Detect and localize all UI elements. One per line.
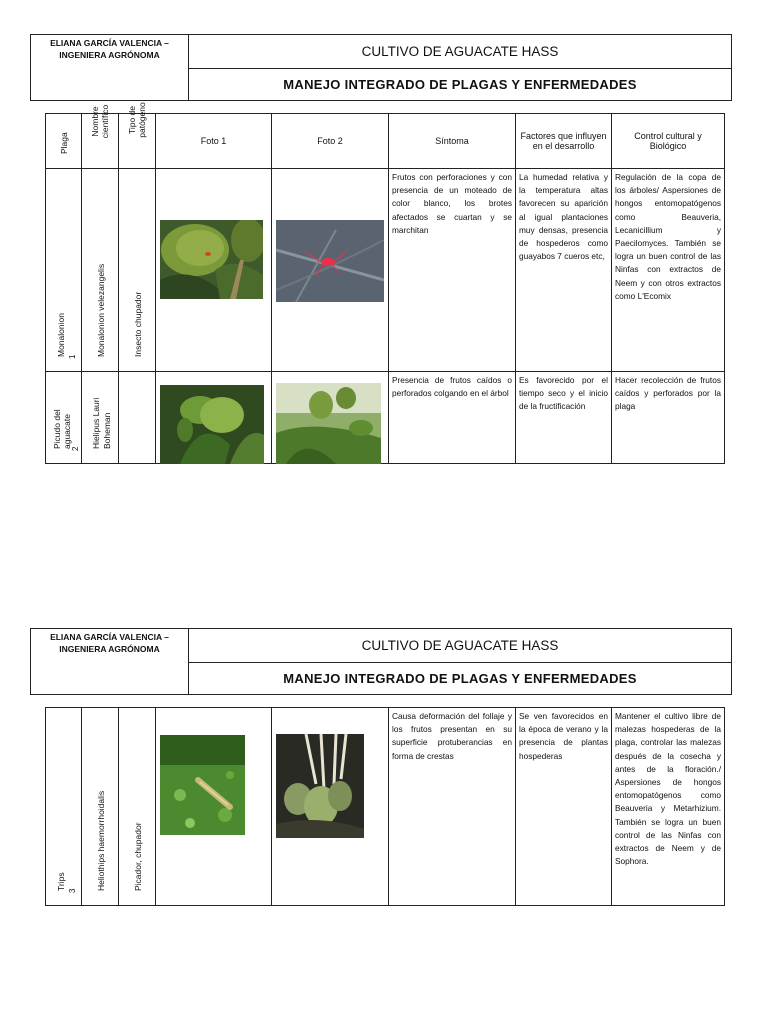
author-label: ELIANA GARCÍA VALENCIA – INGENIERA AGRÓNOMA: [31, 35, 189, 100]
col-header-nombre: Nombre científico: [82, 114, 119, 169]
pest-table-1: [45, 102, 725, 464]
row3-factores: Se ven favorecidos en la época de verano y la presencia de plantas hospederas: [516, 708, 612, 906]
document-header-1: [30, 34, 732, 101]
col-header-tipo: Tipo de patógeno: [119, 114, 156, 169]
row2-control: Hacer recolección de frutos caídos y perforados por la plaga: [612, 372, 725, 464]
section-title: MANEJO INTEGRADO DE PLAGAS Y ENFERMEDADES: [283, 671, 637, 686]
row1-sintoma: Frutos con perforaciones y con presencia de un moteado de color blanco, los brotes afectados se cuartan y se marchitan: [389, 169, 516, 372]
row1-control: Regulación de la copa de los árboles/ Aspersiones de hongos entomopatógenos como Beauveria, Lecanicillium y Paecilomyces. También se logra un buen control de las Ninfas con extractos de Neem y con otros extractos como L'Ecomix: [612, 169, 725, 372]
row1-nombre: Monalonion velezangelis: [82, 169, 119, 372]
row3-nombre: Heliothips haemorrhoidalis: [82, 708, 119, 906]
row3-control: Mantener el cultivo libre de malezas hospederas de la plaga, controlar las malezas después de la cosecha y antes de la floración./ Aspersiones de hongos entomopatógenos como Beauveria y Metarhizium. También se logra un buen control de las Ninfas con extractos de Neem y de Sophora.: [612, 708, 725, 906]
row2-plaga: Picudo del aguacate 2: [46, 372, 82, 464]
row2-nombre: Hielipus Lauri Boheman: [82, 372, 119, 464]
document-header-2: [30, 628, 732, 695]
photo-picudo-fruit: [160, 385, 264, 464]
row2-factores: Es favorecido por el tiempo seco y el inicio de la fructificación: [516, 372, 612, 464]
photo-picudo-tree: [276, 383, 381, 464]
crop-title: CULTIVO DE AGUACATE HASS: [189, 629, 731, 663]
col-header-sintoma: Síntoma: [389, 114, 516, 169]
col-header-foto2: Foto 2: [272, 114, 389, 169]
row2-tipo: [119, 372, 156, 464]
row1-plaga: Monalonion 1: [46, 169, 82, 372]
photo-trips-fruits: [276, 734, 364, 838]
photo-monalonion-insect: [276, 220, 384, 302]
col-header-foto1: Foto 1: [156, 114, 272, 169]
table-header-row: [46, 114, 725, 169]
row2-sintoma: Presencia de frutos caídos o perforados colgando en el árbol: [389, 372, 516, 464]
row3-sintoma: Causa deformación del follaje y los frutos presentan en su superficie protuberancias en forma de crestas: [389, 708, 516, 906]
col-header-control: Control cultural y Biológico: [612, 114, 725, 169]
col-header-factores: Factores que influyen en el desarrollo: [516, 114, 612, 169]
row3-plaga: Trips 3: [46, 708, 82, 906]
row1-factores: La humedad relativa y la temperatura altas favorecen su aparición al igual plantaciones muy densas, presencia de hospederos como guayabos 7 cueros etc,: [516, 169, 612, 372]
photo-trips-insect: [160, 735, 245, 835]
photo-monalonion-fruit: [160, 220, 263, 299]
row1-tipo: Insecto chupador: [119, 169, 156, 372]
section-title: MANEJO INTEGRADO DE PLAGAS Y ENFERMEDADES: [283, 77, 637, 92]
table-row: [46, 169, 725, 372]
table-row: [46, 372, 725, 464]
crop-title: CULTIVO DE AGUACATE HASS: [189, 35, 731, 69]
pest-table-2: [45, 707, 725, 906]
table-row: [46, 708, 725, 906]
author-label: ELIANA GARCÍA VALENCIA – INGENIERA AGRÓNOMA: [31, 629, 189, 694]
col-header-plaga: Plaga: [46, 114, 82, 169]
row3-tipo: Picador, chupador: [119, 708, 156, 906]
